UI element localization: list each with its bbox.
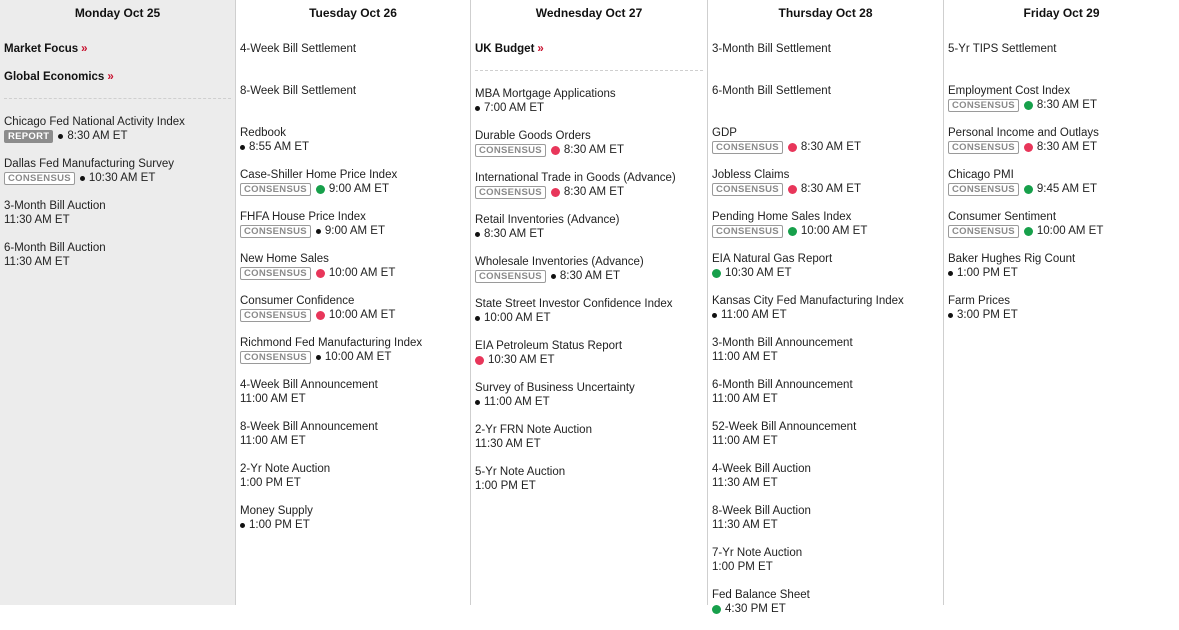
- event-meta: [240, 350, 466, 364]
- event-name-link[interactable]: 3-Month Bill Announcement: [712, 337, 853, 349]
- event-item: [4, 199, 231, 241]
- event-item: [948, 84, 1175, 126]
- event-name-link[interactable]: 5-Yr TIPS Settlement: [948, 43, 1057, 55]
- event-name-link[interactable]: 5-Yr Note Auction: [475, 466, 566, 478]
- event-meta: [475, 395, 703, 409]
- event-time: 11:30 AM ET: [712, 519, 778, 531]
- bullet-dot-icon: [80, 176, 85, 181]
- event-name-link[interactable]: Farm Prices: [948, 295, 1010, 307]
- consensus-badge[interactable]: CONSENSUS: [240, 351, 311, 364]
- event-name-link[interactable]: Durable Goods Orders: [475, 130, 591, 142]
- event-name-link[interactable]: International Trade in Goods (Advance): [475, 172, 676, 184]
- event-list: [948, 28, 1175, 336]
- event-time: 10:30 AM ET: [488, 354, 555, 366]
- focus-link-global-economics[interactable]: [4, 70, 231, 98]
- event-time: 11:00 AM ET: [712, 351, 778, 363]
- event-item: [475, 423, 703, 465]
- event-meta: [240, 392, 466, 406]
- high-impact-dot-icon: [316, 269, 325, 278]
- bullet-dot-icon: [948, 271, 953, 276]
- event-time: 9:45 AM ET: [1036, 183, 1097, 195]
- event-time: 1:00 PM ET: [475, 480, 536, 492]
- event-meta: [712, 350, 939, 364]
- event-meta: [240, 518, 466, 532]
- event-meta: [712, 392, 939, 406]
- event-meta: [712, 518, 939, 532]
- consensus-badge[interactable]: CONSENSUS: [475, 270, 546, 283]
- event-list: [240, 28, 466, 546]
- event-meta: [948, 98, 1175, 112]
- event-time: 8:30 AM ET: [800, 183, 861, 195]
- event-item: [948, 168, 1175, 210]
- event-meta: [240, 182, 466, 196]
- day-header: Monday Oct 25: [74, 6, 161, 20]
- event-name-link[interactable]: 2-Yr FRN Note Auction: [475, 424, 592, 436]
- consensus-badge[interactable]: CONSENSUS: [948, 141, 1019, 154]
- event-name-link[interactable]: Money Supply: [240, 505, 313, 517]
- event-item: [4, 115, 231, 157]
- event-name-link[interactable]: Richmond Fed Manufacturing Index: [240, 337, 423, 349]
- event-name-link[interactable]: 3-Month Bill Settlement: [712, 43, 831, 55]
- event-list: [712, 28, 939, 630]
- event-time: 8:30 AM ET: [1036, 141, 1097, 153]
- event-item: [475, 255, 703, 297]
- chevron-right-icon: »: [107, 71, 114, 83]
- consensus-badge[interactable]: CONSENSUS: [948, 99, 1019, 112]
- positive-dot-icon: [1024, 227, 1033, 236]
- event-meta: [948, 182, 1175, 196]
- event-name-link[interactable]: 8-Week Bill Announcement: [240, 421, 378, 433]
- event-list: [475, 87, 703, 507]
- event-item: [948, 294, 1175, 336]
- event-meta: [712, 224, 939, 238]
- event-meta: [948, 224, 1175, 238]
- event-item: [712, 84, 939, 126]
- event-time: 9:00 AM ET: [328, 183, 389, 195]
- event-item: [712, 336, 939, 378]
- bullet-dot-icon: [475, 400, 480, 405]
- event-name-link[interactable]: EIA Natural Gas Report: [712, 253, 833, 265]
- event-meta: [240, 308, 466, 322]
- event-name-link[interactable]: 6-Month Bill Settlement: [712, 85, 831, 97]
- event-meta: [240, 224, 466, 238]
- event-meta: [712, 140, 939, 154]
- positive-dot-icon: [788, 227, 797, 236]
- consensus-badge[interactable]: CONSENSUS: [240, 183, 311, 196]
- consensus-badge[interactable]: CONSENSUS: [4, 172, 75, 185]
- event-name-link[interactable]: Fed Balance Sheet: [712, 589, 810, 601]
- event-name-link[interactable]: Case-Shiller Home Price Index: [240, 169, 398, 181]
- event-item: [712, 420, 939, 462]
- day-header: Wednesday Oct 27: [535, 6, 643, 20]
- bullet-dot-icon: [948, 313, 953, 318]
- bullet-dot-icon: [240, 523, 245, 528]
- event-time: 11:00 AM ET: [484, 396, 550, 408]
- event-item: [475, 213, 703, 255]
- bullet-dot-icon: [316, 229, 321, 234]
- event-meta: [712, 476, 939, 490]
- event-item: [475, 339, 703, 381]
- event-meta: [240, 434, 466, 448]
- event-time: 10:00 AM ET: [324, 351, 392, 363]
- event-meta: [4, 129, 231, 143]
- event-name-link[interactable]: New Home Sales: [240, 253, 329, 265]
- event-time: 8:30 AM ET: [563, 186, 624, 198]
- focus-links: [4, 28, 231, 98]
- positive-dot-icon: [712, 605, 721, 614]
- event-name-link[interactable]: Consumer Confidence: [240, 295, 355, 307]
- focus-link-uk-budget[interactable]: [475, 42, 703, 70]
- event-meta: [240, 140, 466, 154]
- event-meta: [948, 308, 1175, 322]
- event-item: [948, 126, 1175, 168]
- event-name-link[interactable]: 6-Month Bill Announcement: [712, 379, 853, 391]
- event-meta: [475, 437, 703, 451]
- event-time: 10:00 AM ET: [328, 309, 396, 321]
- event-item: [475, 297, 703, 339]
- bullet-dot-icon: [475, 316, 480, 321]
- event-time: 10:00 AM ET: [484, 312, 551, 324]
- event-name-link[interactable]: 2-Yr Note Auction: [240, 463, 331, 475]
- event-item: [712, 42, 939, 84]
- event-name-link[interactable]: 4-Week Bill Announcement: [240, 379, 378, 391]
- event-meta: [4, 171, 231, 185]
- chevron-right-icon: »: [537, 43, 544, 55]
- event-meta: [712, 602, 939, 616]
- event-time: 7:00 AM ET: [484, 102, 545, 114]
- event-time: 10:00 AM ET: [800, 225, 868, 237]
- event-item: [475, 129, 703, 171]
- event-item: [948, 252, 1175, 294]
- event-meta: [475, 143, 703, 157]
- event-time: 11:30 AM ET: [4, 256, 70, 268]
- event-time: 4:30 PM ET: [725, 603, 786, 615]
- event-name-link[interactable]: 8-Week Bill Settlement: [240, 85, 357, 97]
- event-item: [712, 252, 939, 294]
- event-name-link[interactable]: Personal Income and Outlays: [948, 127, 1099, 139]
- event-item: [712, 588, 939, 630]
- event-name-link[interactable]: Employment Cost Index: [948, 85, 1071, 97]
- event-name-link[interactable]: 3-Month Bill Auction: [4, 200, 106, 212]
- bullet-dot-icon: [551, 274, 556, 279]
- event-name-link[interactable]: EIA Petroleum Status Report: [475, 340, 623, 352]
- consensus-badge[interactable]: CONSENSUS: [475, 144, 546, 157]
- event-meta: [712, 266, 939, 280]
- event-time: 9:00 AM ET: [324, 225, 385, 237]
- event-meta: [712, 434, 939, 448]
- day-column-thursday-oct-28: [708, 0, 944, 615]
- event-name-link[interactable]: Chicago PMI: [948, 169, 1014, 181]
- bullet-dot-icon: [240, 145, 245, 150]
- event-name-link[interactable]: Baker Hughes Rig Count: [948, 253, 1076, 265]
- event-item: [240, 42, 466, 84]
- event-name-link[interactable]: Retail Inventories (Advance): [475, 214, 620, 226]
- event-time: 10:30 AM ET: [725, 267, 792, 279]
- event-item: [240, 462, 466, 504]
- day-column-monday-oct-25: [0, 0, 236, 605]
- event-name-link[interactable]: Chicago Fed National Activity Index: [4, 116, 185, 128]
- event-name-link[interactable]: MBA Mortgage Applications: [475, 88, 616, 100]
- positive-dot-icon: [1024, 101, 1033, 110]
- focus-links: [475, 28, 703, 70]
- high-impact-dot-icon: [788, 143, 797, 152]
- event-name-link[interactable]: Kansas City Fed Manufacturing Index: [712, 295, 904, 307]
- chevron-right-icon: »: [81, 43, 88, 55]
- event-meta: [475, 227, 703, 241]
- event-item: [712, 210, 939, 252]
- event-item: [712, 294, 939, 336]
- day-column-wednesday-oct-27: [471, 0, 708, 605]
- consensus-badge[interactable]: CONSENSUS: [712, 183, 783, 196]
- event-item: [475, 171, 703, 213]
- event-time: 3:00 PM ET: [957, 309, 1018, 321]
- event-name-link[interactable]: Jobless Claims: [712, 169, 790, 181]
- high-impact-dot-icon: [551, 146, 560, 155]
- event-time: 10:00 AM ET: [1036, 225, 1104, 237]
- event-time: 8:30 AM ET: [1036, 99, 1097, 111]
- high-impact-dot-icon: [316, 311, 325, 320]
- high-impact-dot-icon: [475, 356, 484, 365]
- day-header: Thursday Oct 28: [778, 6, 873, 20]
- event-item: [475, 465, 703, 507]
- event-name-link[interactable]: GDP: [712, 127, 737, 139]
- event-item: [712, 546, 939, 588]
- event-meta: [712, 308, 939, 322]
- event-time: 8:55 AM ET: [249, 141, 310, 153]
- event-time: 8:30 AM ET: [484, 228, 545, 240]
- event-time: 10:30 AM ET: [88, 172, 156, 184]
- event-time: 8:30 AM ET: [67, 130, 128, 142]
- consensus-badge[interactable]: CONSENSUS: [475, 186, 546, 199]
- event-item: [240, 252, 466, 294]
- event-name-link[interactable]: Wholesale Inventories (Advance): [475, 256, 644, 268]
- event-meta: [475, 185, 703, 199]
- event-meta: [712, 182, 939, 196]
- event-meta: [475, 101, 703, 115]
- day-header: Tuesday Oct 26: [309, 6, 397, 20]
- bullet-dot-icon: [475, 232, 480, 237]
- consensus-badge[interactable]: CONSENSUS: [948, 183, 1019, 196]
- positive-dot-icon: [712, 269, 721, 278]
- event-time: 8:30 AM ET: [559, 270, 620, 282]
- event-name-link[interactable]: Pending Home Sales Index: [712, 211, 852, 223]
- event-time: 11:30 AM ET: [4, 214, 70, 226]
- event-item: [240, 168, 466, 210]
- event-name-link[interactable]: State Street Investor Confidence Index: [475, 298, 673, 310]
- bullet-dot-icon: [58, 134, 63, 139]
- event-time: 11:00 AM ET: [712, 393, 778, 405]
- event-item: [240, 336, 466, 378]
- positive-dot-icon: [1024, 185, 1033, 194]
- event-time: 1:00 PM ET: [957, 267, 1018, 279]
- event-name-link[interactable]: Consumer Sentiment: [948, 211, 1057, 223]
- bullet-dot-icon: [712, 313, 717, 318]
- consensus-badge[interactable]: CONSENSUS: [240, 309, 311, 322]
- event-item: [475, 381, 703, 423]
- consensus-badge[interactable]: CONSENSUS: [712, 141, 783, 154]
- event-item: [712, 378, 939, 420]
- focus-link-label: UK Budget: [475, 43, 535, 55]
- event-item: [240, 504, 466, 546]
- positive-dot-icon: [316, 185, 325, 194]
- event-item: [475, 87, 703, 129]
- event-meta: [240, 266, 466, 280]
- event-meta: [475, 479, 703, 493]
- event-meta: [712, 560, 939, 574]
- bullet-dot-icon: [475, 106, 480, 111]
- event-meta: [240, 476, 466, 490]
- event-item: [712, 462, 939, 504]
- event-item: [712, 168, 939, 210]
- event-name-link[interactable]: Dallas Fed Manufacturing Survey: [4, 158, 175, 170]
- high-impact-dot-icon: [788, 185, 797, 194]
- event-name-link[interactable]: FHFA House Price Index: [240, 211, 366, 223]
- event-item: [240, 126, 466, 168]
- event-time: 11:30 AM ET: [712, 477, 778, 489]
- event-time: 8:30 AM ET: [800, 141, 861, 153]
- event-item: [712, 126, 939, 168]
- event-name-link[interactable]: 4-Week Bill Auction: [712, 463, 811, 475]
- event-item: [240, 378, 466, 420]
- divider: [475, 70, 703, 71]
- event-name-link[interactable]: 4-Week Bill Settlement: [240, 43, 357, 55]
- event-meta: [475, 353, 703, 367]
- event-item: [712, 504, 939, 546]
- day-column-tuesday-oct-26: [236, 0, 471, 605]
- focus-link-label: Market Focus: [4, 43, 79, 55]
- event-name-link[interactable]: Redbook: [240, 127, 287, 139]
- consensus-badge[interactable]: CONSENSUS: [240, 267, 311, 280]
- event-item: [240, 210, 466, 252]
- event-list: [4, 115, 231, 283]
- day-column-friday-oct-29: [944, 0, 1179, 605]
- event-name-link[interactable]: 52-Week Bill Announcement: [712, 421, 857, 433]
- consensus-badge[interactable]: CONSENSUS: [712, 225, 783, 238]
- event-time: 10:00 AM ET: [328, 267, 396, 279]
- event-item: [948, 42, 1175, 84]
- divider: [4, 98, 231, 99]
- event-meta: [475, 269, 703, 283]
- event-item: [948, 210, 1175, 252]
- event-time: 11:00 AM ET: [712, 435, 778, 447]
- event-item: [4, 157, 231, 199]
- event-name-link[interactable]: 7-Yr Note Auction: [712, 547, 803, 559]
- event-time: 1:00 PM ET: [249, 519, 310, 531]
- event-item: [240, 84, 466, 126]
- event-meta: [475, 311, 703, 325]
- event-time: 8:30 AM ET: [563, 144, 624, 156]
- event-time: 11:00 AM ET: [240, 393, 306, 405]
- event-time: 11:30 AM ET: [475, 438, 541, 450]
- day-header: Friday Oct 29: [1023, 6, 1100, 20]
- high-impact-dot-icon: [1024, 143, 1033, 152]
- event-meta: [4, 213, 231, 227]
- event-item: [240, 420, 466, 462]
- event-meta: [948, 140, 1175, 154]
- event-time: 1:00 PM ET: [240, 477, 301, 489]
- focus-link-market-focus[interactable]: [4, 42, 231, 70]
- bullet-dot-icon: [316, 355, 321, 360]
- event-time: 11:00 AM ET: [240, 435, 306, 447]
- event-item: [240, 294, 466, 336]
- event-item: [4, 241, 231, 283]
- event-name-link[interactable]: 6-Month Bill Auction: [4, 242, 106, 254]
- event-meta: [4, 255, 231, 269]
- event-time: 1:00 PM ET: [712, 561, 773, 573]
- event-meta: [948, 266, 1175, 280]
- report-badge[interactable]: REPORT: [4, 130, 53, 143]
- high-impact-dot-icon: [551, 188, 560, 197]
- focus-link-label: Global Economics: [4, 71, 105, 83]
- event-name-link[interactable]: 8-Week Bill Auction: [712, 505, 811, 517]
- consensus-badge[interactable]: CONSENSUS: [948, 225, 1019, 238]
- event-name-link[interactable]: Survey of Business Uncertainty: [475, 382, 635, 394]
- consensus-badge[interactable]: CONSENSUS: [240, 225, 311, 238]
- event-time: 11:00 AM ET: [721, 309, 787, 321]
